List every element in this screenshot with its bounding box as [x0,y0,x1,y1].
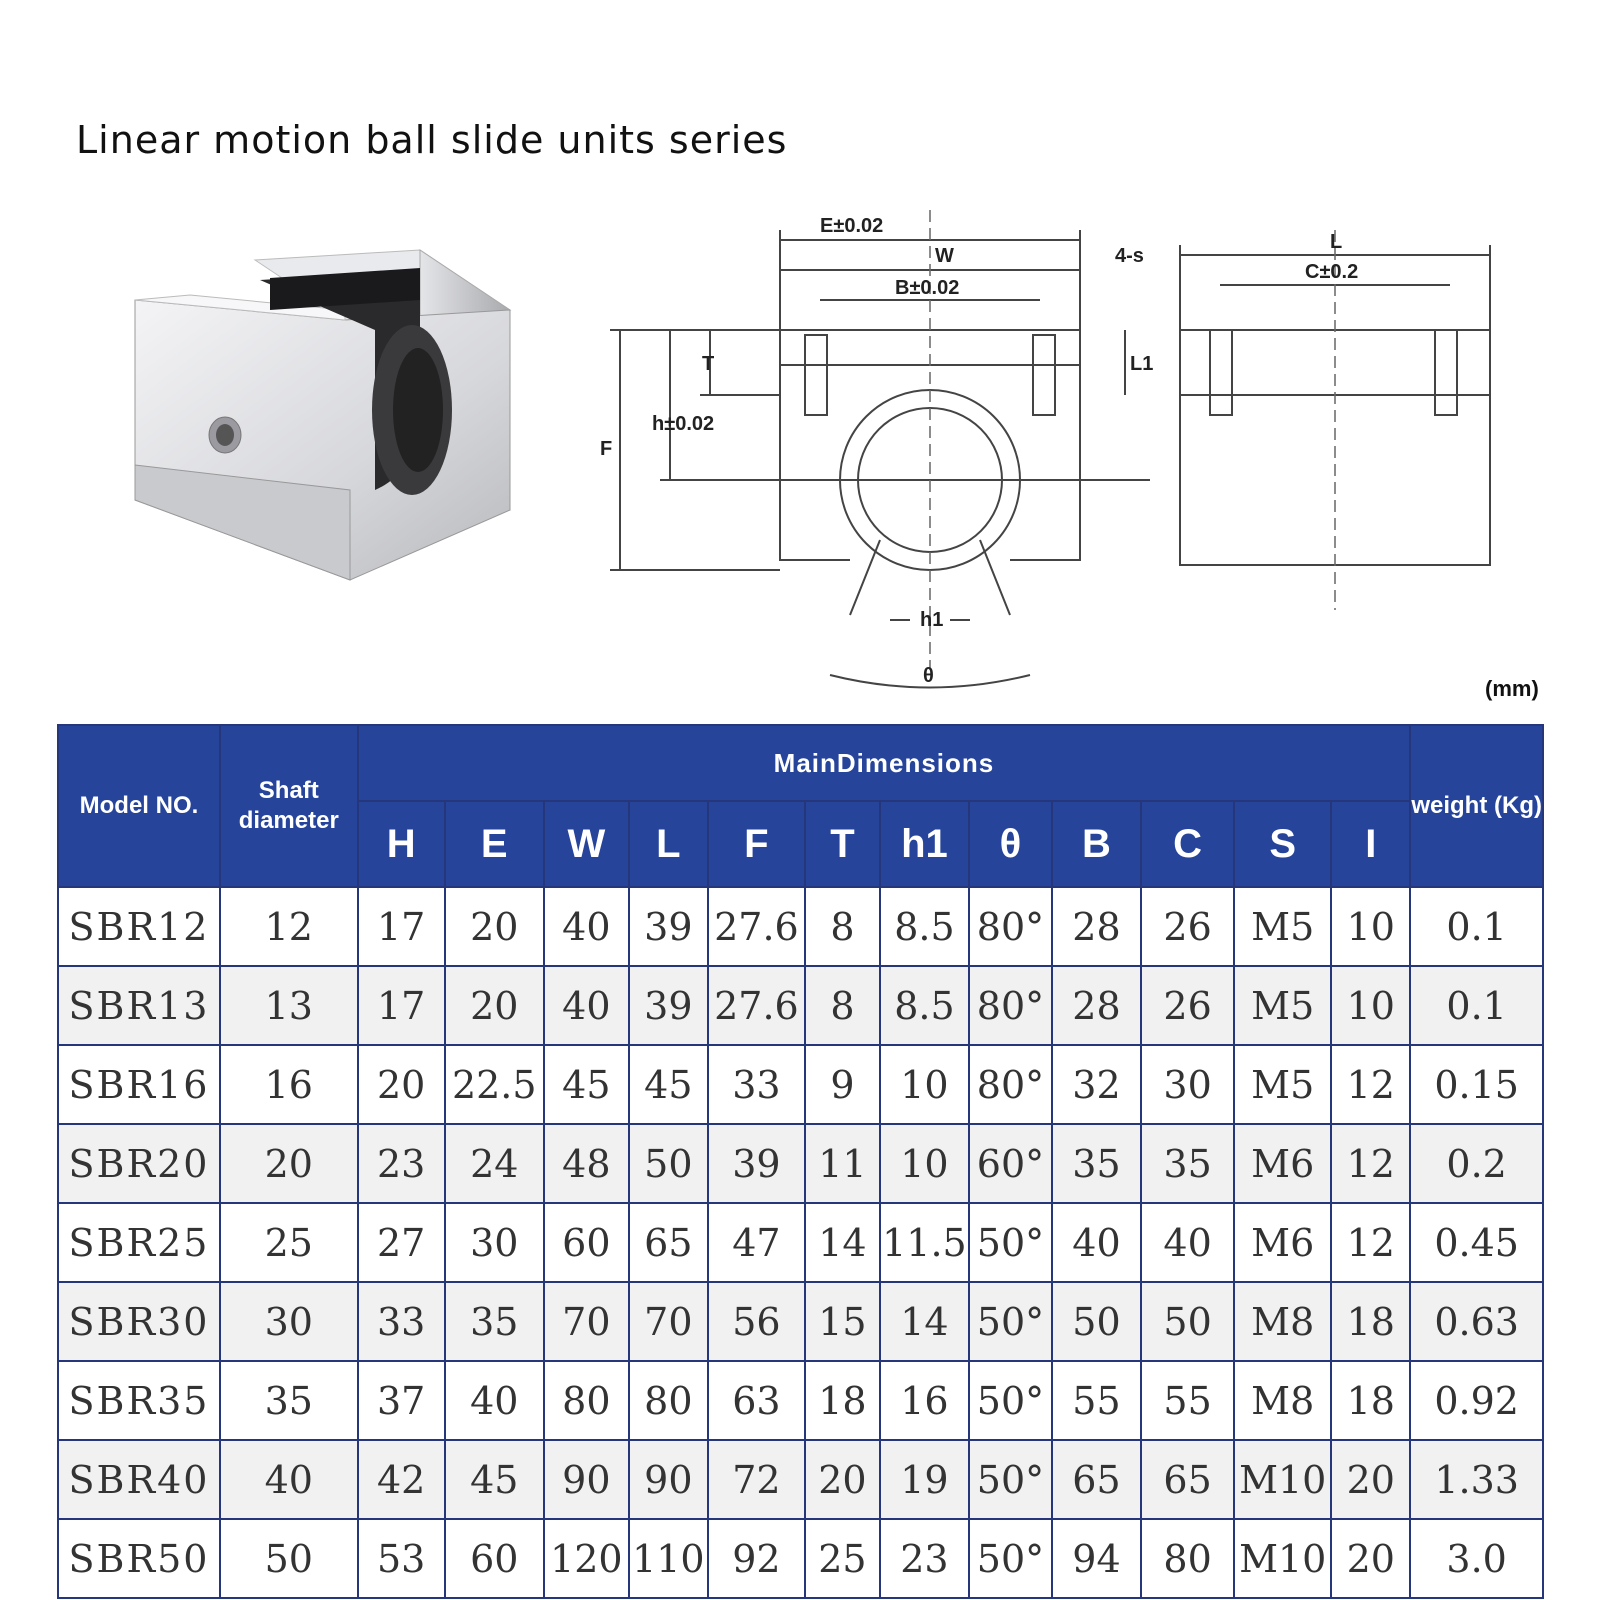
table-row [58,1519,1543,1598]
value-cell: 0.92 [1410,1361,1543,1440]
header-dim: E [445,801,544,887]
value-cell: 80 [544,1361,629,1440]
value-cell: 23 [358,1124,445,1203]
value-cell: 23 [880,1519,969,1598]
value-cell: 27 [358,1203,445,1282]
value-cell: M5 [1234,1045,1331,1124]
table-row [58,1124,1543,1203]
header-main-dimensions: MainDimensions [358,725,1411,801]
value-cell: 55 [1141,1361,1234,1440]
value-cell: 27.6 [708,966,805,1045]
value-cell: 10 [880,1124,969,1203]
model-cell: SBR30 [58,1282,220,1361]
value-cell: 13 [220,966,358,1045]
value-cell: 0.1 [1410,887,1543,966]
value-cell: 30 [220,1282,358,1361]
value-cell: 48 [544,1124,629,1203]
value-cell: 25 [220,1203,358,1282]
label-l: L [1330,231,1343,253]
table-row [58,1045,1543,1124]
header-dim: T [805,801,880,887]
value-cell: 50 [629,1124,708,1203]
value-cell: 90 [544,1440,629,1519]
value-cell: M6 [1234,1124,1331,1203]
value-cell: 0.15 [1410,1045,1543,1124]
value-cell: 8.5 [880,966,969,1045]
model-cell: SBR35 [58,1361,220,1440]
header-dim: I [1331,801,1410,887]
value-cell: 18 [1331,1361,1410,1440]
value-cell: 22.5 [445,1045,544,1124]
value-cell: 80 [1141,1519,1234,1598]
value-cell: 35 [1141,1124,1234,1203]
model-cell: SBR25 [58,1203,220,1282]
value-cell: 35 [445,1282,544,1361]
header-dim: θ [969,801,1052,887]
model-cell: SBR50 [58,1519,220,1598]
header-dim: H [358,801,445,887]
value-cell: 80° [969,1045,1052,1124]
label-f: F [600,438,613,460]
header-dim: S [1234,801,1331,887]
value-cell: 8.5 [880,887,969,966]
value-cell: 39 [708,1124,805,1203]
value-cell: 28 [1052,966,1141,1045]
value-cell: 28 [1052,887,1141,966]
value-cell: 30 [445,1203,544,1282]
value-cell: 39 [629,887,708,966]
value-cell: 92 [708,1519,805,1598]
value-cell: 16 [220,1045,358,1124]
value-cell: 1.33 [1410,1440,1543,1519]
value-cell: 26 [1141,966,1234,1045]
value-cell: 10 [880,1045,969,1124]
table-row [58,1203,1543,1282]
label-c: C±0.2 [1305,261,1359,283]
value-cell: 20 [445,966,544,1045]
header-dim: F [708,801,805,887]
value-cell: 50 [1141,1282,1234,1361]
value-cell: 42 [358,1440,445,1519]
value-cell: 0.63 [1410,1282,1543,1361]
label-h: h±0.02 [652,413,715,435]
value-cell: 26 [1141,887,1234,966]
value-cell: M5 [1234,887,1331,966]
value-cell: 40 [445,1361,544,1440]
value-cell: 20 [1331,1440,1410,1519]
value-cell: 24 [445,1124,544,1203]
value-cell: 70 [544,1282,629,1361]
value-cell: 50° [969,1519,1052,1598]
value-cell: 65 [1052,1440,1141,1519]
value-cell: 39 [629,966,708,1045]
value-cell: 11.5 [880,1203,969,1282]
page-title: Linear motion ball slide units series [76,118,788,162]
value-cell: M5 [1234,966,1331,1045]
value-cell: 30 [1141,1045,1234,1124]
value-cell: 40 [1052,1203,1141,1282]
value-cell: 20 [445,887,544,966]
value-cell: 17 [358,887,445,966]
value-cell: 110 [629,1519,708,1598]
model-cell: SBR13 [58,966,220,1045]
value-cell: 14 [880,1282,969,1361]
value-cell: 20 [220,1124,358,1203]
value-cell: M8 [1234,1361,1331,1440]
value-cell: M10 [1234,1519,1331,1598]
value-cell: 0.45 [1410,1203,1543,1282]
label-l1: L1 [1130,353,1154,375]
value-cell: 50° [969,1440,1052,1519]
label-b: B±0.02 [895,277,960,299]
value-cell: 50 [220,1519,358,1598]
value-cell: 18 [805,1361,880,1440]
value-cell: 45 [445,1440,544,1519]
header-dim: C [1141,801,1234,887]
value-cell: 37 [358,1361,445,1440]
table-row [58,1440,1543,1519]
value-cell: M6 [1234,1203,1331,1282]
value-cell: 19 [880,1440,969,1519]
value-cell: 8 [805,887,880,966]
value-cell: 50° [969,1282,1052,1361]
label-e: E±0.02 [820,215,884,237]
value-cell: 50° [969,1361,1052,1440]
value-cell: 0.2 [1410,1124,1543,1203]
value-cell: 12 [1331,1124,1410,1203]
table-row [58,1282,1543,1361]
value-cell: 63 [708,1361,805,1440]
value-cell: 47 [708,1203,805,1282]
value-cell: 25 [805,1519,880,1598]
value-cell: 50° [969,1203,1052,1282]
model-cell: SBR12 [58,887,220,966]
header-dim: h1 [880,801,969,887]
value-cell: 60 [445,1519,544,1598]
value-cell: 20 [805,1440,880,1519]
value-cell: 0.1 [1410,966,1543,1045]
table-row [58,966,1543,1045]
value-cell: 65 [629,1203,708,1282]
value-cell: 40 [544,966,629,1045]
value-cell: 27.6 [708,887,805,966]
value-cell: 45 [629,1045,708,1124]
header-dim: W [544,801,629,887]
value-cell: 60° [969,1124,1052,1203]
value-cell: 33 [708,1045,805,1124]
value-cell: 53 [358,1519,445,1598]
header-dim: B [1052,801,1141,887]
value-cell: 18 [1331,1282,1410,1361]
label-theta: θ [923,665,934,687]
value-cell: 8 [805,966,880,1045]
value-cell: 55 [1052,1361,1141,1440]
spec-table [57,724,1544,1599]
value-cell: 60 [544,1203,629,1282]
value-cell: 12 [1331,1203,1410,1282]
header-dim: L [629,801,708,887]
value-cell: 20 [358,1045,445,1124]
model-cell: SBR16 [58,1045,220,1124]
table-row [58,887,1543,966]
value-cell: 35 [1052,1124,1141,1203]
value-cell: 9 [805,1045,880,1124]
table-row [58,1361,1543,1440]
product-photo [120,240,530,600]
value-cell: 50 [1052,1282,1141,1361]
value-cell: 120 [544,1519,629,1598]
value-cell: M10 [1234,1440,1331,1519]
header-model: Model NO. [58,725,220,887]
label-t: T [702,353,715,375]
label-w: W [935,245,954,267]
value-cell: 80° [969,887,1052,966]
header-shaft: Shaft diameter [220,725,358,887]
value-cell: 12 [1331,1045,1410,1124]
value-cell: 33 [358,1282,445,1361]
value-cell: 56 [708,1282,805,1361]
value-cell: 65 [1141,1440,1234,1519]
value-cell: 20 [1331,1519,1410,1598]
value-cell: 40 [220,1440,358,1519]
value-cell: 3.0 [1410,1519,1543,1598]
value-cell: 12 [220,887,358,966]
value-cell: 17 [358,966,445,1045]
value-cell: 10 [1331,966,1410,1045]
value-cell: M8 [1234,1282,1331,1361]
value-cell: 10 [1331,887,1410,966]
value-cell: 94 [1052,1519,1141,1598]
value-cell: 35 [220,1361,358,1440]
value-cell: 11 [805,1124,880,1203]
model-cell: SBR20 [58,1124,220,1203]
value-cell: 70 [629,1282,708,1361]
value-cell: 40 [544,887,629,966]
header-weight: weight (Kg) [1410,725,1543,887]
model-cell: SBR40 [58,1440,220,1519]
label-s: 4-s [1115,245,1144,267]
value-cell: 40 [1141,1203,1234,1282]
value-cell: 14 [805,1203,880,1282]
value-cell: 15 [805,1282,880,1361]
value-cell: 80 [629,1361,708,1440]
value-cell: 32 [1052,1045,1141,1124]
value-cell: 45 [544,1045,629,1124]
value-cell: 72 [708,1440,805,1519]
value-cell: 90 [629,1440,708,1519]
value-cell: 80° [969,966,1052,1045]
dimension-drawing [590,170,1540,710]
value-cell: 16 [880,1361,969,1440]
label-h1: h1 [920,609,944,631]
unit-label: (mm) [1485,676,1539,701]
